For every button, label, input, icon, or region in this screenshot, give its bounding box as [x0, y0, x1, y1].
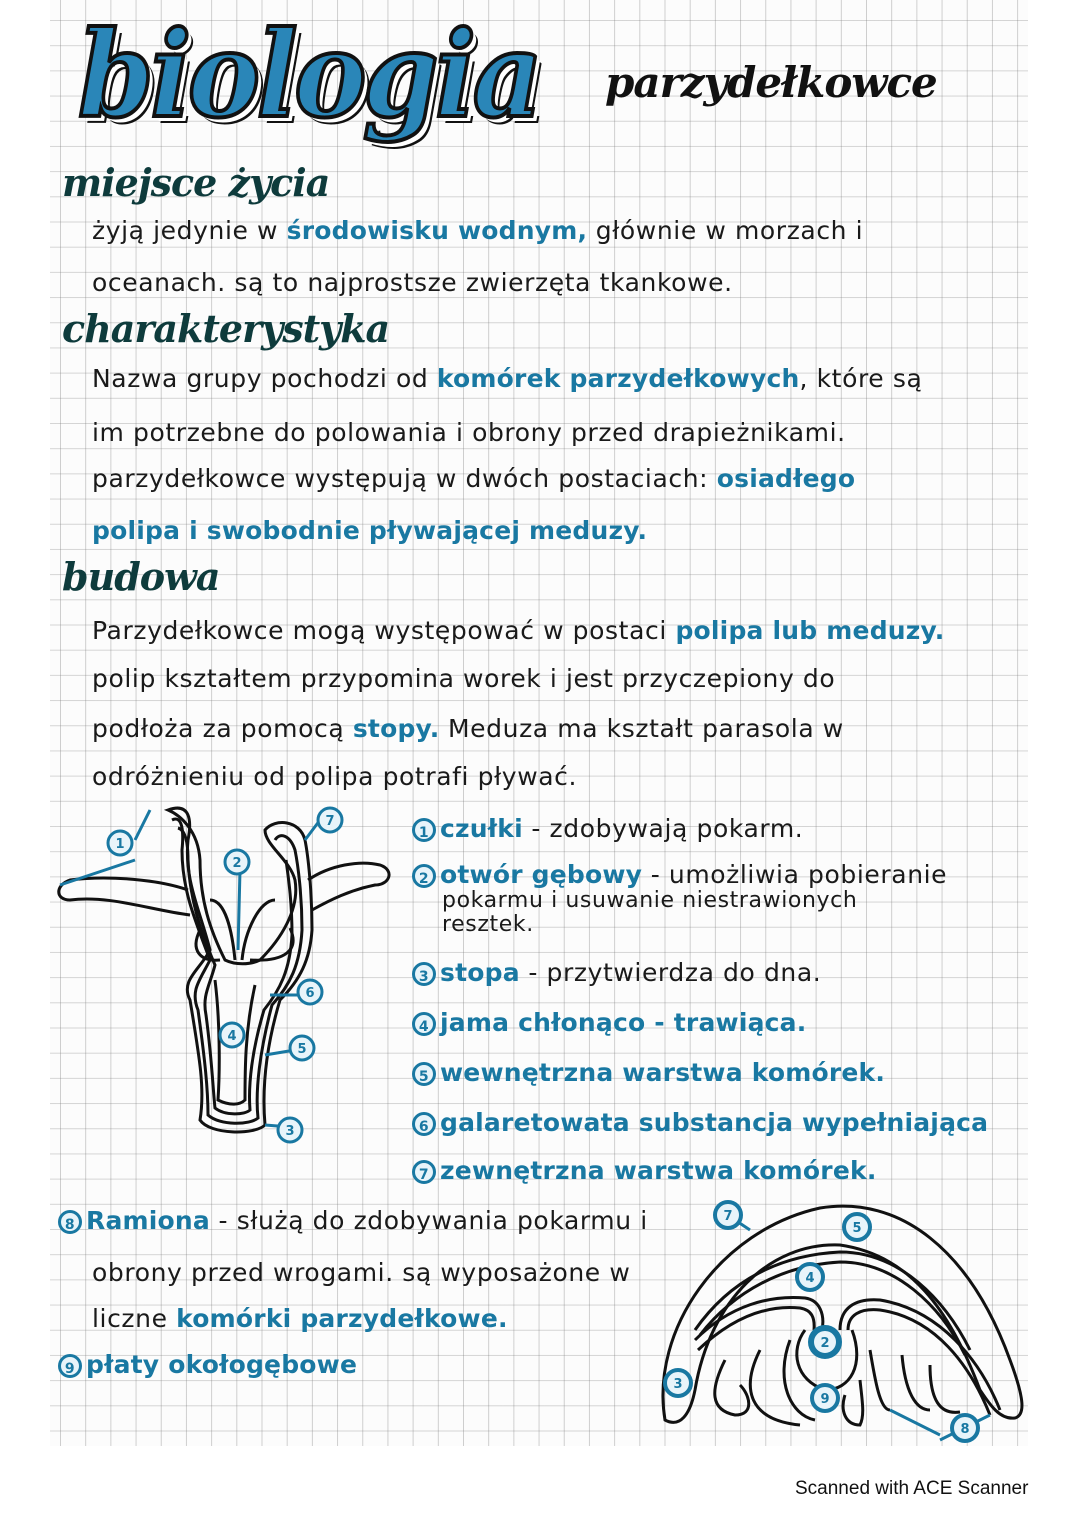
- legend-item-2-cont-2: resztek.: [442, 912, 534, 937]
- number-badge: 4: [412, 1012, 436, 1036]
- habitat-line-2: [92, 268, 733, 297]
- legend-term: stopa: [440, 958, 520, 987]
- text: Nazwa grupy pochodzi od: [92, 364, 437, 393]
- legend-item-2-cont-1: pokarmu i usuwanie niestrawionych: [442, 888, 858, 913]
- page-title: biologia: [78, 5, 540, 144]
- number-badge: 9: [58, 1354, 82, 1378]
- legend-desc: - przytwierdza do dna.: [519, 958, 822, 987]
- polyp-diagram: [50, 800, 410, 1160]
- polyp-label-2: 2: [232, 856, 242, 871]
- legend-term: jama chłonąco - trawiąca.: [440, 1008, 807, 1037]
- polyp-label-7: 7: [325, 814, 335, 829]
- legend-item-1: [412, 814, 803, 843]
- habitat-line-1: [92, 216, 863, 245]
- polyp-label-1: 1: [115, 837, 125, 852]
- text: Parzydełkowce mogą występować w postaci: [92, 616, 676, 645]
- number-badge: 6: [412, 1112, 436, 1136]
- heading-habitat: miejsce życia: [62, 160, 330, 205]
- text: odróżnieniu od polipa potrafi pływać.: [92, 762, 578, 791]
- structure-line-2: [92, 664, 835, 693]
- structure-line-1: [92, 616, 944, 645]
- legend-desc: - umożliwia pobieranie: [642, 860, 948, 889]
- polyp-label-5: 5: [297, 1042, 307, 1057]
- text: podłoża za pomocą: [92, 714, 353, 743]
- text: im potrzebne do polowania i obrony przed drapieżnikami.: [92, 418, 846, 447]
- number-badge: 3: [412, 962, 436, 986]
- number-badge: 1: [412, 818, 436, 842]
- legend-term: czułki: [440, 814, 523, 843]
- characteristics-line-3: [92, 464, 855, 493]
- text: oceanach. są to najprostsze zwierzęta tkankowe.: [92, 268, 733, 297]
- legend-term: Ramiona: [86, 1206, 210, 1235]
- highlight-text: stopy.: [352, 714, 440, 743]
- structure-line-4: [92, 762, 577, 791]
- scanner-watermark: Scanned with ACE Scanner: [795, 1478, 1029, 1499]
- polyp-label-6: 6: [305, 986, 315, 1001]
- legend-desc: - służą do zdobywania pokarmu i: [209, 1206, 648, 1235]
- medusa-label-8: 8: [960, 1422, 970, 1437]
- legend-item-6: [412, 1108, 988, 1137]
- number-badge: 5: [412, 1062, 436, 1086]
- medusa-note-arms-line-2: obrony przed wrogami. są wyposażone w: [92, 1258, 631, 1287]
- structure-line-3: [92, 714, 844, 743]
- page-subtitle: parzydełkowce: [605, 58, 937, 107]
- medusa-note-arms-line-3: [92, 1304, 508, 1333]
- medusa-label-9: 9: [820, 1392, 830, 1407]
- legend-term: płaty okołogębowe: [86, 1350, 358, 1379]
- legend-term: galaretowata substancja wypełniająca: [440, 1108, 989, 1137]
- text: Meduza ma kształt parasola w: [439, 714, 844, 743]
- characteristics-line-2: [92, 418, 846, 447]
- text: żyją jedynie w: [92, 216, 287, 245]
- legend-desc: - zdobywają pokarm.: [522, 814, 804, 843]
- legend-item-7: [412, 1156, 877, 1185]
- medusa-label-3: 3: [673, 1377, 683, 1392]
- medusa-note-arms: [58, 1206, 648, 1235]
- highlight-text: polipa lub meduzy.: [675, 616, 945, 645]
- medusa-diagram: [640, 1190, 1040, 1460]
- polyp-label-4: 4: [227, 1029, 237, 1044]
- text: polip kształtem przypomina worek i jest przyczepiony do: [92, 664, 836, 693]
- legend-term: otwór gębowy: [440, 860, 643, 889]
- medusa-label-2: 2: [820, 1336, 830, 1351]
- heading-structure: budowa: [62, 554, 220, 599]
- heading-characteristics: charakterystyka: [62, 306, 390, 351]
- text: głównie w morzach i: [587, 216, 864, 245]
- number-badge: 2: [412, 864, 436, 888]
- medusa-label-7: 7: [723, 1209, 733, 1224]
- legend-item-3: [412, 958, 821, 987]
- medusa-note-lobes: [58, 1350, 357, 1379]
- legend-item-2: [412, 860, 947, 889]
- legend-term: zewnętrzna warstwa komórek.: [440, 1156, 877, 1185]
- legend-item-5: [412, 1058, 885, 1087]
- characteristics-line-1: [92, 364, 922, 393]
- highlight-text: komórki parzydełkowe.: [176, 1304, 508, 1333]
- highlight-text: osiadłego: [716, 464, 856, 493]
- characteristics-line-4: [92, 516, 647, 545]
- text: , które są: [799, 364, 923, 393]
- polyp-label-3: 3: [285, 1124, 295, 1139]
- text: liczne: [92, 1304, 177, 1333]
- highlight-text: środowisku wodnym,: [286, 216, 588, 245]
- legend-term: wewnętrzna warstwa komórek.: [440, 1058, 886, 1087]
- number-badge: 7: [412, 1160, 436, 1184]
- medusa-label-4: 4: [805, 1271, 815, 1286]
- highlight-text: komórek parzydełkowych: [436, 364, 800, 393]
- number-badge: 8: [58, 1210, 82, 1234]
- legend-item-4: [412, 1008, 806, 1037]
- medusa-label-5: 5: [852, 1221, 862, 1236]
- text: parzydełkowce występują w dwóch postaciach:: [92, 464, 717, 493]
- highlight-text: polipa i swobodnie pływającej meduzy.: [92, 516, 648, 545]
